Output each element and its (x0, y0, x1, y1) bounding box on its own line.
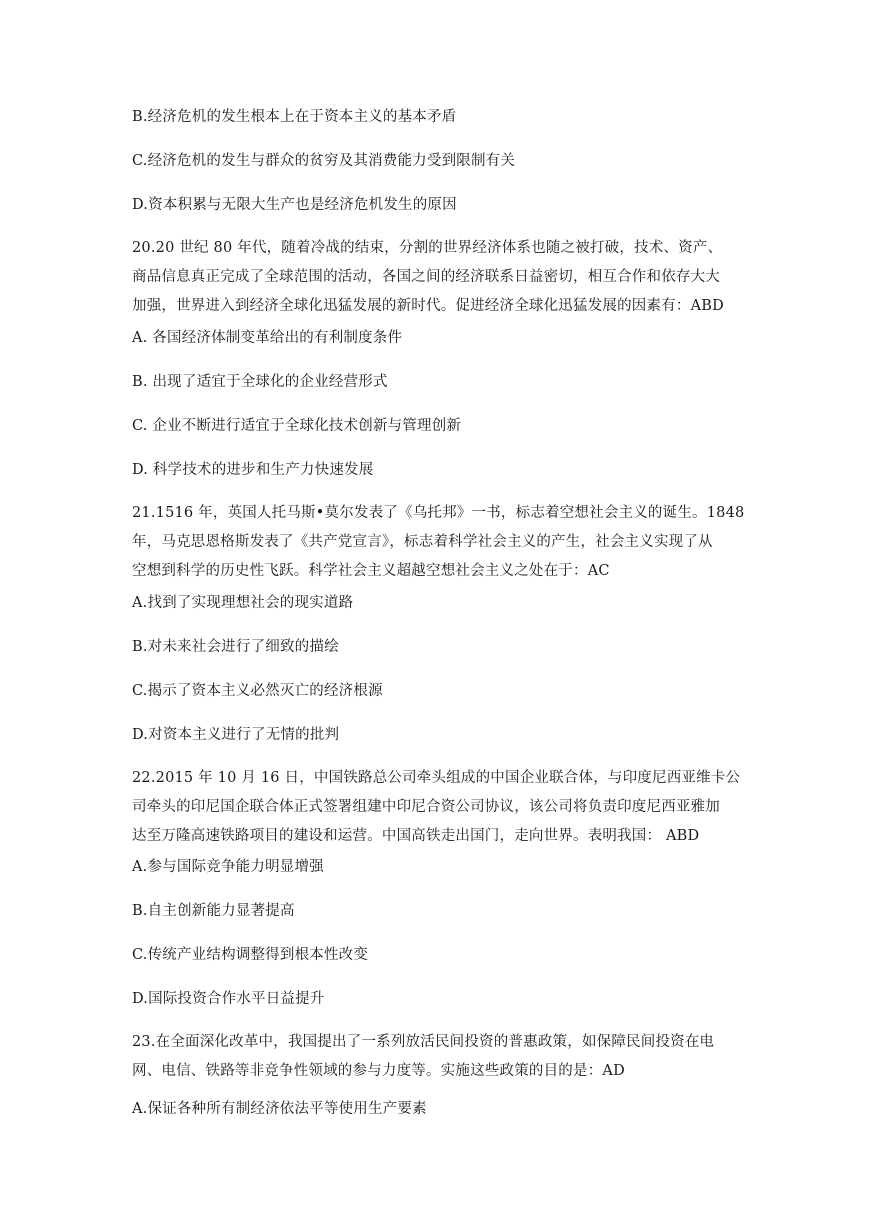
q22-stem-line: 达至万隆高速铁路项目的建设和运营。中国高铁走出国门，走向世界。表明我国： ABD (132, 828, 700, 844)
q22-stem-line: 22.2015 年 10 月 16 日，中国铁路总公司牵头组成的中国企业联合体，与印度尼西亚维卡公 (132, 770, 741, 786)
q20-option-b: B. 出现了适宜于全球化的企业经营形式 (132, 374, 388, 390)
q21-option-c: C.揭示了资本主义必然灭亡的经济根源 (132, 683, 383, 699)
q19-option-b: B.经济危机的发生根本上在于资本主义的基本矛盾 (132, 109, 457, 125)
q22-option-c: C.传统产业结构调整得到根本性改变 (132, 947, 369, 963)
q21-stem-line: 21.1516 年，英国人托马斯•莫尔发表了《乌托邦》一书，标志着空想社会主义的诞生。1848 (132, 505, 745, 521)
q20-stem (132, 234, 742, 321)
q22-stem (132, 764, 742, 851)
q21-option-d: D.对资本主义进行了无情的批判 (132, 727, 340, 743)
q19-option-d: D.资本积累与无限大生产也是经济危机发生的原因 (132, 197, 457, 213)
q23-stem-line: 23.在全面深化改革中，我国提出了一系列放活民间投资的普惠政策，如保障民间投资在电 (132, 1034, 715, 1050)
q21-stem (132, 499, 745, 586)
q21-option-b: B.对未来社会进行了细致的描绘 (132, 639, 339, 655)
q21-stem-line: 年，马克思恩格斯发表了《共产党宣言》，标志着科学社会主义的产生，社会主义实现了从 (132, 534, 713, 550)
q20-stem-line: 20.20 世纪 80 年代，随着冷战的结束，分割的世界经济体系也随之被打破，技术、资产、 (132, 240, 723, 256)
q21-option-a: A.找到了实现理想社会的现实道路 (132, 595, 354, 611)
q22-stem-line: 司牵头的印尼国企联合体正式签署组建中印尼合资公司协议，该公司将负责印度尼西亚雅加 (132, 799, 720, 815)
q20-option-d: D. 科学技术的进步和生产力快速发展 (132, 462, 374, 478)
q20-stem-line: 商品信息真正完成了全球范围的活动，各国之间的经济联系日益密切，相互合作和依存大大 (132, 269, 720, 285)
q22-option-a: A.参与国际竞争能力明显增强 (132, 859, 324, 875)
q23-stem (132, 1028, 742, 1086)
q19-option-c: C.经济危机的发生与群众的贫穷及其消费能力受到限制有关 (132, 153, 516, 169)
q20-option-a: A. 各国经济体制变革给出的有利制度条件 (132, 330, 403, 346)
q23-stem-line: 网、电信、铁路等非竞争性领域的参与力度等。实施这些政策的目的是：AD (132, 1063, 625, 1079)
q21-stem-line: 空想到科学的历史性飞跃。科学社会主义超越空想社会主义之处在于：AC (132, 563, 610, 579)
q22-option-d: D.国际投资合作水平日益提升 (132, 991, 325, 1007)
q20-stem-line: 加强，世界进入到经济全球化迅猛发展的新时代。促进经济全球化迅猛发展的因素有：ABD (132, 298, 724, 314)
q23-option-a: A.保证各种所有制经济依法平等使用生产要素 (132, 1101, 427, 1117)
q20-option-c: C. 企业不断进行适宜于全球化技术创新与管理创新 (132, 418, 462, 434)
q22-option-b: B.自主创新能力显著提高 (132, 903, 295, 919)
